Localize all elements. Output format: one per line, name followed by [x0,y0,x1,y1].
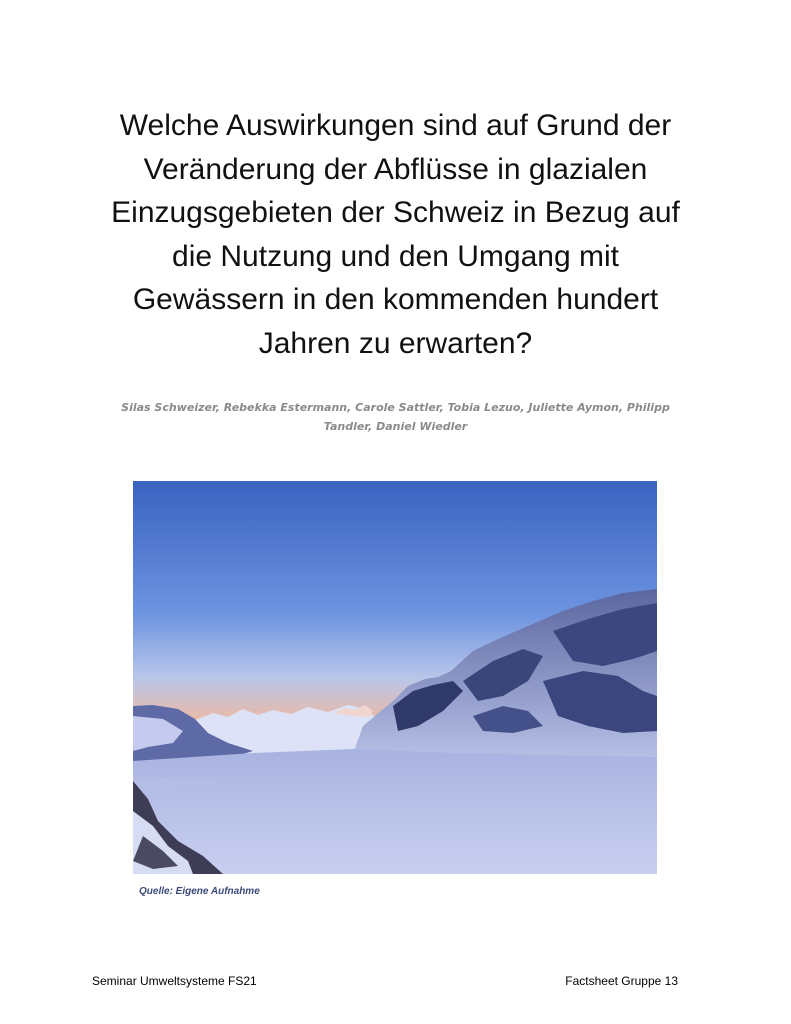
title-line: Jahren zu erwarten? [258,326,533,360]
glacier-photo [133,481,657,874]
title-line: Veränderung der Abflüsse in glazialen [143,152,648,186]
title-line: die Nutzung und den Umgang mit [172,239,619,273]
author-line: Tandler, Daniel Wiedler [323,420,468,433]
title-line: Welche Auswirkungen sind auf Grund der [119,109,672,142]
footer-group: Factsheet Gruppe 13 [565,974,678,988]
title-line: Einzugsgebieten der Schweiz in Bezug auf [111,196,680,229]
author-list [80,398,711,436]
image-caption: Quelle: Eigene Aufnahme [139,886,260,897]
footer-seminar: Seminar Umweltsysteme FS21 [92,974,257,988]
author-line: Silas Schweizer, Rebekka Estermann, Carole Sattler, Tobia Lezuo, Juliette Aymon, Philipp [121,401,670,414]
title-line: Gewässern in den kommenden hundert [132,283,659,316]
document-title [60,104,731,365]
glacier-surface [133,749,657,874]
